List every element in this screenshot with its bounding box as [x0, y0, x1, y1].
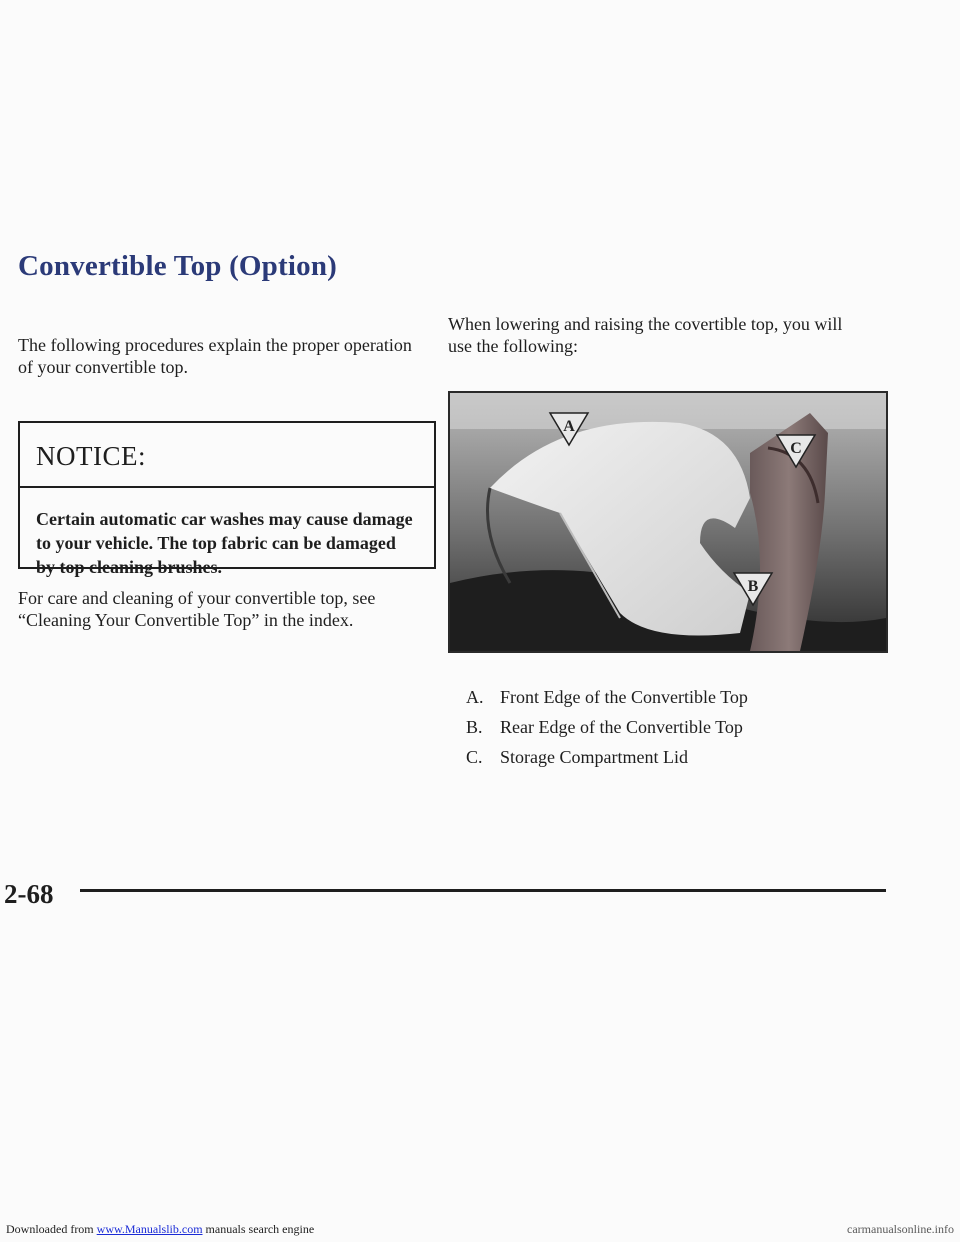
- caption-c: [466, 746, 748, 768]
- callout-a-label: A: [563, 418, 575, 435]
- right-intro-line-2: use the following:: [448, 336, 578, 356]
- page-number: 2-68: [4, 879, 54, 909]
- manualslib-link[interactable]: www.Manualslib.com: [96, 1222, 203, 1236]
- convertible-top-photo: [448, 391, 888, 653]
- callout-b-label: B: [747, 578, 759, 595]
- notice-line-3: by top cleaning brushes.: [36, 557, 223, 577]
- photo-illustration: [450, 393, 886, 651]
- caption-c-letter: C.: [466, 747, 483, 767]
- care-paragraph: [18, 587, 375, 631]
- caption-b: [466, 716, 748, 738]
- notice-divider: [20, 486, 434, 488]
- notice-line-2: to your vehicle. The top fabric can be damaged: [36, 533, 396, 553]
- intro-paragraph: [18, 334, 412, 378]
- intro-line-1: The following procedures explain the proper operation: [18, 335, 412, 355]
- caption-a-text: Front Edge of the Convertible Top: [500, 687, 748, 707]
- notice-title: NOTICE:: [36, 441, 146, 471]
- right-intro-line-1: When lowering and raising the covertible top, you will: [448, 314, 843, 334]
- intro-line-2: of your convertible top.: [18, 357, 188, 377]
- footer-rule: [80, 889, 886, 892]
- caption-c-text: Storage Compartment Lid: [500, 747, 688, 767]
- watermark-text: carmanualsonline.info: [847, 1222, 954, 1236]
- caption-a: [466, 686, 748, 708]
- care-line-2: “Cleaning Your Convertible Top” in the index.: [18, 610, 354, 630]
- download-footer: [6, 1222, 314, 1237]
- caption-b-text: Rear Edge of the Convertible Top: [500, 717, 743, 737]
- notice-box: [18, 421, 436, 577]
- caption-list: [466, 686, 748, 768]
- callout-c-label: C: [790, 440, 802, 457]
- notice-line-1: Certain automatic car washes may cause damage: [36, 509, 413, 529]
- footer-suffix: manuals search engine: [202, 1222, 315, 1236]
- caption-b-letter: B.: [466, 717, 483, 737]
- caption-a-letter: A.: [466, 687, 484, 707]
- care-line-1: For care and cleaning of your convertible top, see: [18, 588, 376, 608]
- page-title: Convertible Top (Option): [18, 250, 338, 282]
- notice-body: [36, 507, 426, 579]
- footer-prefix: Downloaded from: [6, 1222, 97, 1236]
- right-intro-paragraph: [448, 313, 842, 357]
